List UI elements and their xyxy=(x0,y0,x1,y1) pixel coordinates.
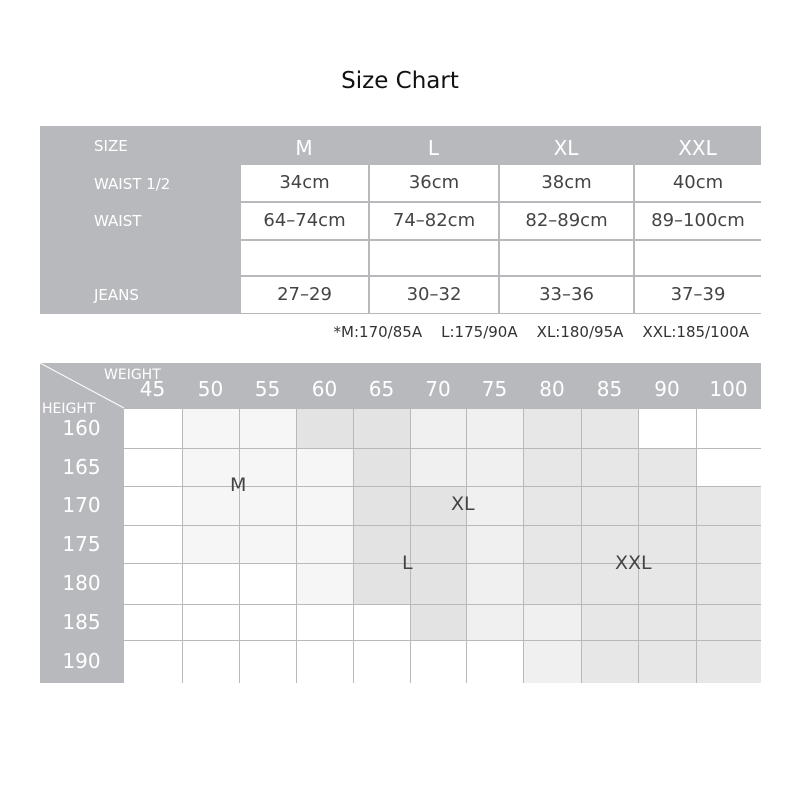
size-cell xyxy=(467,641,523,683)
height-tick-label: 165 xyxy=(62,455,101,479)
size-cell xyxy=(354,449,410,486)
size-cell xyxy=(124,564,182,604)
weight-tick-label: 50 xyxy=(197,377,224,401)
axis-title-weight: WEIGHT xyxy=(104,367,161,383)
size-cell xyxy=(183,526,239,563)
size-cell xyxy=(124,449,182,486)
size-cell xyxy=(354,409,410,448)
weight-tick-label: 70 xyxy=(425,377,451,401)
cell-waist-xxl: 89–100cm xyxy=(635,203,761,239)
cell-waist-half-xl: 38cm xyxy=(500,165,633,201)
size-cell xyxy=(297,409,353,448)
cell-empty-xxl xyxy=(635,241,761,275)
height-tick-label: 190 xyxy=(62,649,101,673)
size-cell xyxy=(411,449,466,486)
height-tick-label: 180 xyxy=(62,571,101,595)
size-cell xyxy=(411,526,466,563)
size-cell xyxy=(524,605,581,640)
size-cell xyxy=(697,526,761,563)
size-cell xyxy=(240,487,296,525)
cell-waist-l: 74–82cm xyxy=(370,203,498,239)
size-header-label: SIZE xyxy=(94,137,128,155)
row-label-jeans: JEANS xyxy=(94,286,139,304)
size-cell xyxy=(697,409,761,448)
size-footnote: *M:170/85A L:175/90A XL:180/95A XXL:185/100A xyxy=(333,323,749,341)
size-cell xyxy=(297,564,353,604)
size-cell xyxy=(582,605,638,640)
size-cell xyxy=(639,449,696,486)
size-cell xyxy=(124,641,182,683)
size-cell xyxy=(297,526,353,563)
weight-height-chart xyxy=(40,363,761,683)
size-cell xyxy=(582,409,638,448)
size-cell xyxy=(124,526,182,563)
size-cell xyxy=(697,641,761,683)
size-cell xyxy=(524,641,581,683)
size-cell xyxy=(240,641,296,683)
size-cell xyxy=(467,526,523,563)
size-cell xyxy=(582,449,638,486)
size-cell xyxy=(467,564,523,604)
size-cell xyxy=(467,605,523,640)
height-tick-label: 175 xyxy=(62,532,101,556)
size-cell xyxy=(411,605,466,640)
size-cell xyxy=(639,487,696,525)
size-header-xxl: XXL xyxy=(678,136,717,160)
cell-jeans-l: 30–32 xyxy=(370,277,498,313)
cell-waist-xl: 82–89cm xyxy=(500,203,633,239)
size-cell xyxy=(297,449,353,486)
cell-jeans-xl: 33–36 xyxy=(500,277,633,313)
size-cell xyxy=(124,487,182,525)
size-cell xyxy=(697,564,761,604)
size-cell xyxy=(411,564,466,604)
height-tick-label: 160 xyxy=(62,416,101,440)
size-cell xyxy=(240,526,296,563)
weight-tick-label: 45 xyxy=(139,377,166,401)
size-cell xyxy=(411,409,466,448)
size-cell xyxy=(524,526,581,563)
size-cell xyxy=(524,564,581,604)
size-cell xyxy=(183,605,239,640)
size-cell xyxy=(524,487,581,525)
measurement-table xyxy=(40,126,761,314)
size-cell xyxy=(639,409,696,448)
size-cell xyxy=(411,641,466,683)
cell-empty-xl xyxy=(500,241,633,275)
row-label-waist: WAIST xyxy=(94,212,142,230)
size-cell xyxy=(697,605,761,640)
size-cell xyxy=(582,641,638,683)
height-tick-label: 185 xyxy=(62,610,101,634)
size-cell xyxy=(697,449,761,486)
weight-tick-label: 65 xyxy=(368,377,395,401)
cell-jeans-xxl: 37–39 xyxy=(635,277,761,313)
height-tick-label: 170 xyxy=(62,493,101,517)
weight-tick-label: 80 xyxy=(539,377,565,401)
size-cell xyxy=(183,564,239,604)
size-cell xyxy=(240,605,296,640)
size-cell xyxy=(297,641,353,683)
size-cell xyxy=(240,409,296,448)
size-cell xyxy=(582,487,638,525)
size-cell xyxy=(183,641,239,683)
size-cell xyxy=(124,409,182,448)
zone-label-m: M xyxy=(230,474,247,496)
weight-tick-label: 55 xyxy=(254,377,281,401)
size-cell xyxy=(354,641,410,683)
size-cell xyxy=(467,487,523,525)
page-title: Size Chart xyxy=(341,68,459,94)
size-header-l: L xyxy=(427,136,440,160)
size-cell xyxy=(524,409,581,448)
weight-tick-label: 90 xyxy=(654,377,680,401)
size-cell xyxy=(354,605,410,640)
zone-label-xxl: XXL xyxy=(615,552,652,574)
zone-label-l: L xyxy=(402,552,413,574)
size-cell xyxy=(354,487,410,525)
size-cell xyxy=(467,449,523,486)
size-cell xyxy=(240,449,296,486)
axis-title-height: HEIGHT xyxy=(42,401,96,417)
size-header-xl: XL xyxy=(553,136,579,160)
size-cell xyxy=(697,487,761,525)
size-cell xyxy=(240,564,296,604)
weight-tick-label: 85 xyxy=(596,377,623,401)
size-cell xyxy=(524,449,581,486)
cell-empty-l xyxy=(370,241,498,275)
row-label-waist-half: WAIST 1/2 xyxy=(94,175,171,193)
size-cell xyxy=(297,487,353,525)
size-cell xyxy=(639,605,696,640)
size-cell xyxy=(124,605,182,640)
cell-waist-half-l: 36cm xyxy=(370,165,498,201)
size-cell xyxy=(297,605,353,640)
size-cell xyxy=(639,641,696,683)
cell-jeans-m: 27–29 xyxy=(241,277,368,313)
weight-tick-label: 100 xyxy=(709,377,748,401)
zone-label-xl: XL xyxy=(451,493,475,515)
weight-tick-label: 60 xyxy=(311,377,338,401)
cell-empty-m xyxy=(241,241,368,275)
weight-tick-label: 75 xyxy=(481,377,508,401)
cell-waist-m: 64–74cm xyxy=(241,203,368,239)
size-cell xyxy=(183,409,239,448)
size-cell xyxy=(467,409,523,448)
cell-waist-half-xxl: 40cm xyxy=(635,165,761,201)
size-header-m: M xyxy=(295,136,313,160)
cell-waist-half-m: 34cm xyxy=(241,165,368,201)
